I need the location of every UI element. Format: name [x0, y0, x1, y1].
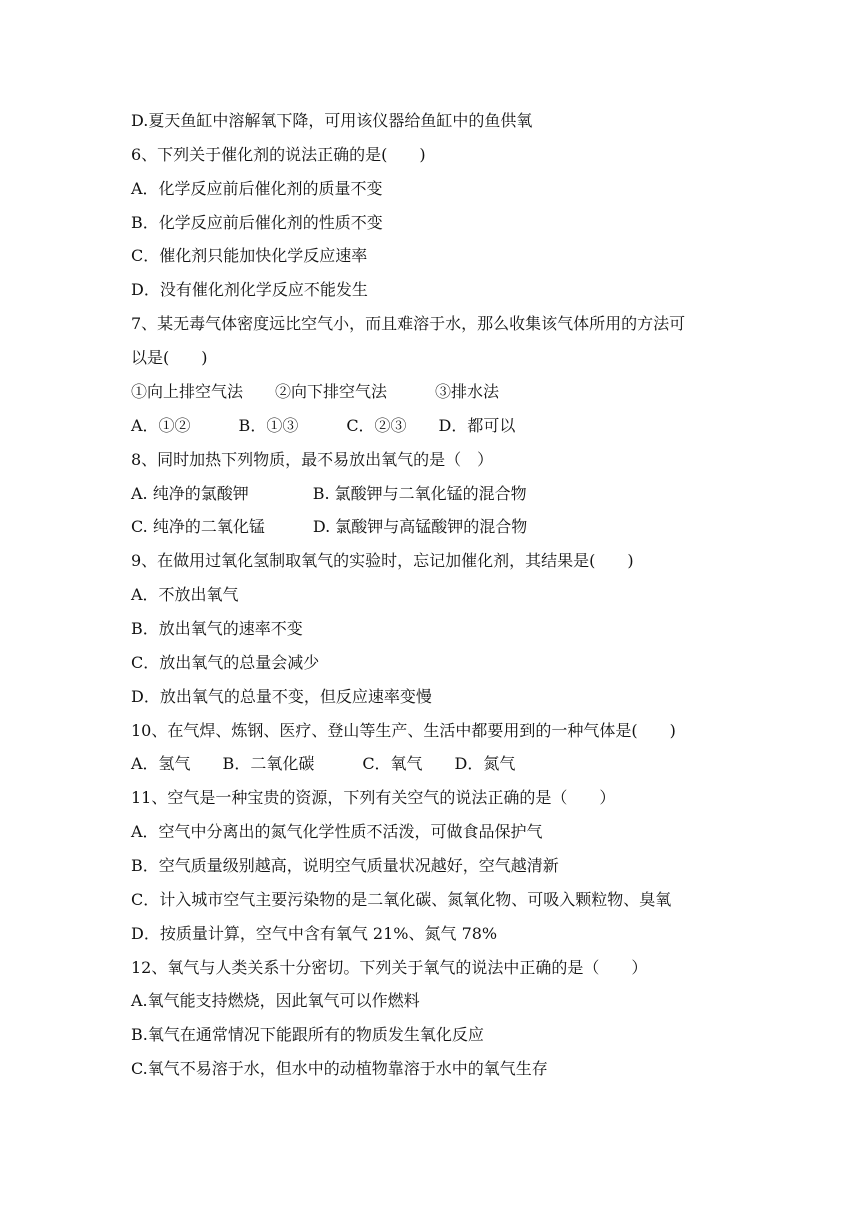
option-a-q9: A．不放出氧气 [131, 585, 239, 604]
option-d-q11: D．按质量计算，空气中含有氧气 21%、氮气 78% [131, 924, 498, 943]
option-d-q6: D．没有催化剂化学反应不能发生 [131, 280, 368, 299]
option-b-q9: B．放出氧气的速率不变 [131, 619, 303, 638]
option-a-q12: A.氧气能支持燃烧，因此氧气可以作燃料 [131, 991, 420, 1010]
option-c-q9: C．放出氧气的总量会减少 [131, 653, 320, 672]
options-q10: A．氢气 B．二氧化碳 C．氧气 D．氮气 [131, 754, 516, 773]
option-b-q6: B．化学反应前后催化剂的性质不变 [131, 213, 383, 232]
option-b-q12: B.氧气在通常情况下能跟所有的物质发生氧化反应 [131, 1025, 484, 1044]
option-a-q6: A．化学反应前后催化剂的质量不变 [131, 179, 383, 198]
question-7-cont: 以是( ) [131, 348, 208, 367]
option-b-q11: B．空气质量级别越高，说明空气质量状况越好，空气越清新 [131, 856, 559, 875]
option-c-q6: C．催化剂只能加快化学反应速率 [131, 246, 368, 265]
options-q7: A．①② B．①③ C．②③ D．都可以 [131, 416, 516, 435]
option-c-q11: C．计入城市空气主要污染物的是二氧化碳、氮氧化物、可吸入颗粒物、臭氧 [131, 890, 672, 909]
options-ab-q8: A. 纯净的氯酸钾 B. 氯酸钾与二氧化锰的混合物 [131, 484, 527, 503]
option-c-q12: C.氧气不易溶于水，但水中的动植物靠溶于水中的氧气生存 [131, 1059, 548, 1078]
option-a-q11: A．空气中分离出的氮气化学性质不活泼，可做食品保护气 [131, 822, 543, 841]
question-7: 7、某无毒气体密度远比空气小，而且难溶于水，那么收集该气体所用的方法可 [131, 314, 686, 333]
methods-q7: ①向上排空气法 ②向下排空气法 ③排水法 [131, 382, 500, 401]
options-cd-q8: C. 纯净的二氧化锰 D. 氯酸钾与高锰酸钾的混合物 [131, 517, 528, 536]
question-11: 11、空气是一种宝贵的资源，下列有关空气的说法正确的是（ ） [131, 788, 616, 807]
question-8: 8、同时加热下列物质，最不易放出氧气的是（ ） [131, 450, 494, 469]
question-12: 12、氧气与人类关系十分密切。下列关于氧气的说法中正确的是（ ） [131, 958, 648, 977]
question-9: 9、在做用过氧化氢制取氧气的实验时，忘记加催化剂，其结果是( ) [131, 551, 634, 570]
option-d-q9: D．放出氧气的总量不变，但反应速率变慢 [131, 687, 432, 706]
option-d-q5: D.夏天鱼缸中溶解氧下降，可用该仪器给鱼缸中的鱼供氧 [131, 111, 533, 130]
question-10: 10、在气焊、炼钢、医疗、登山等生产、生活中都要用到的一种气体是( ) [131, 721, 676, 740]
question-6: 6、下列关于催化剂的说法正确的是( ) [131, 145, 426, 164]
